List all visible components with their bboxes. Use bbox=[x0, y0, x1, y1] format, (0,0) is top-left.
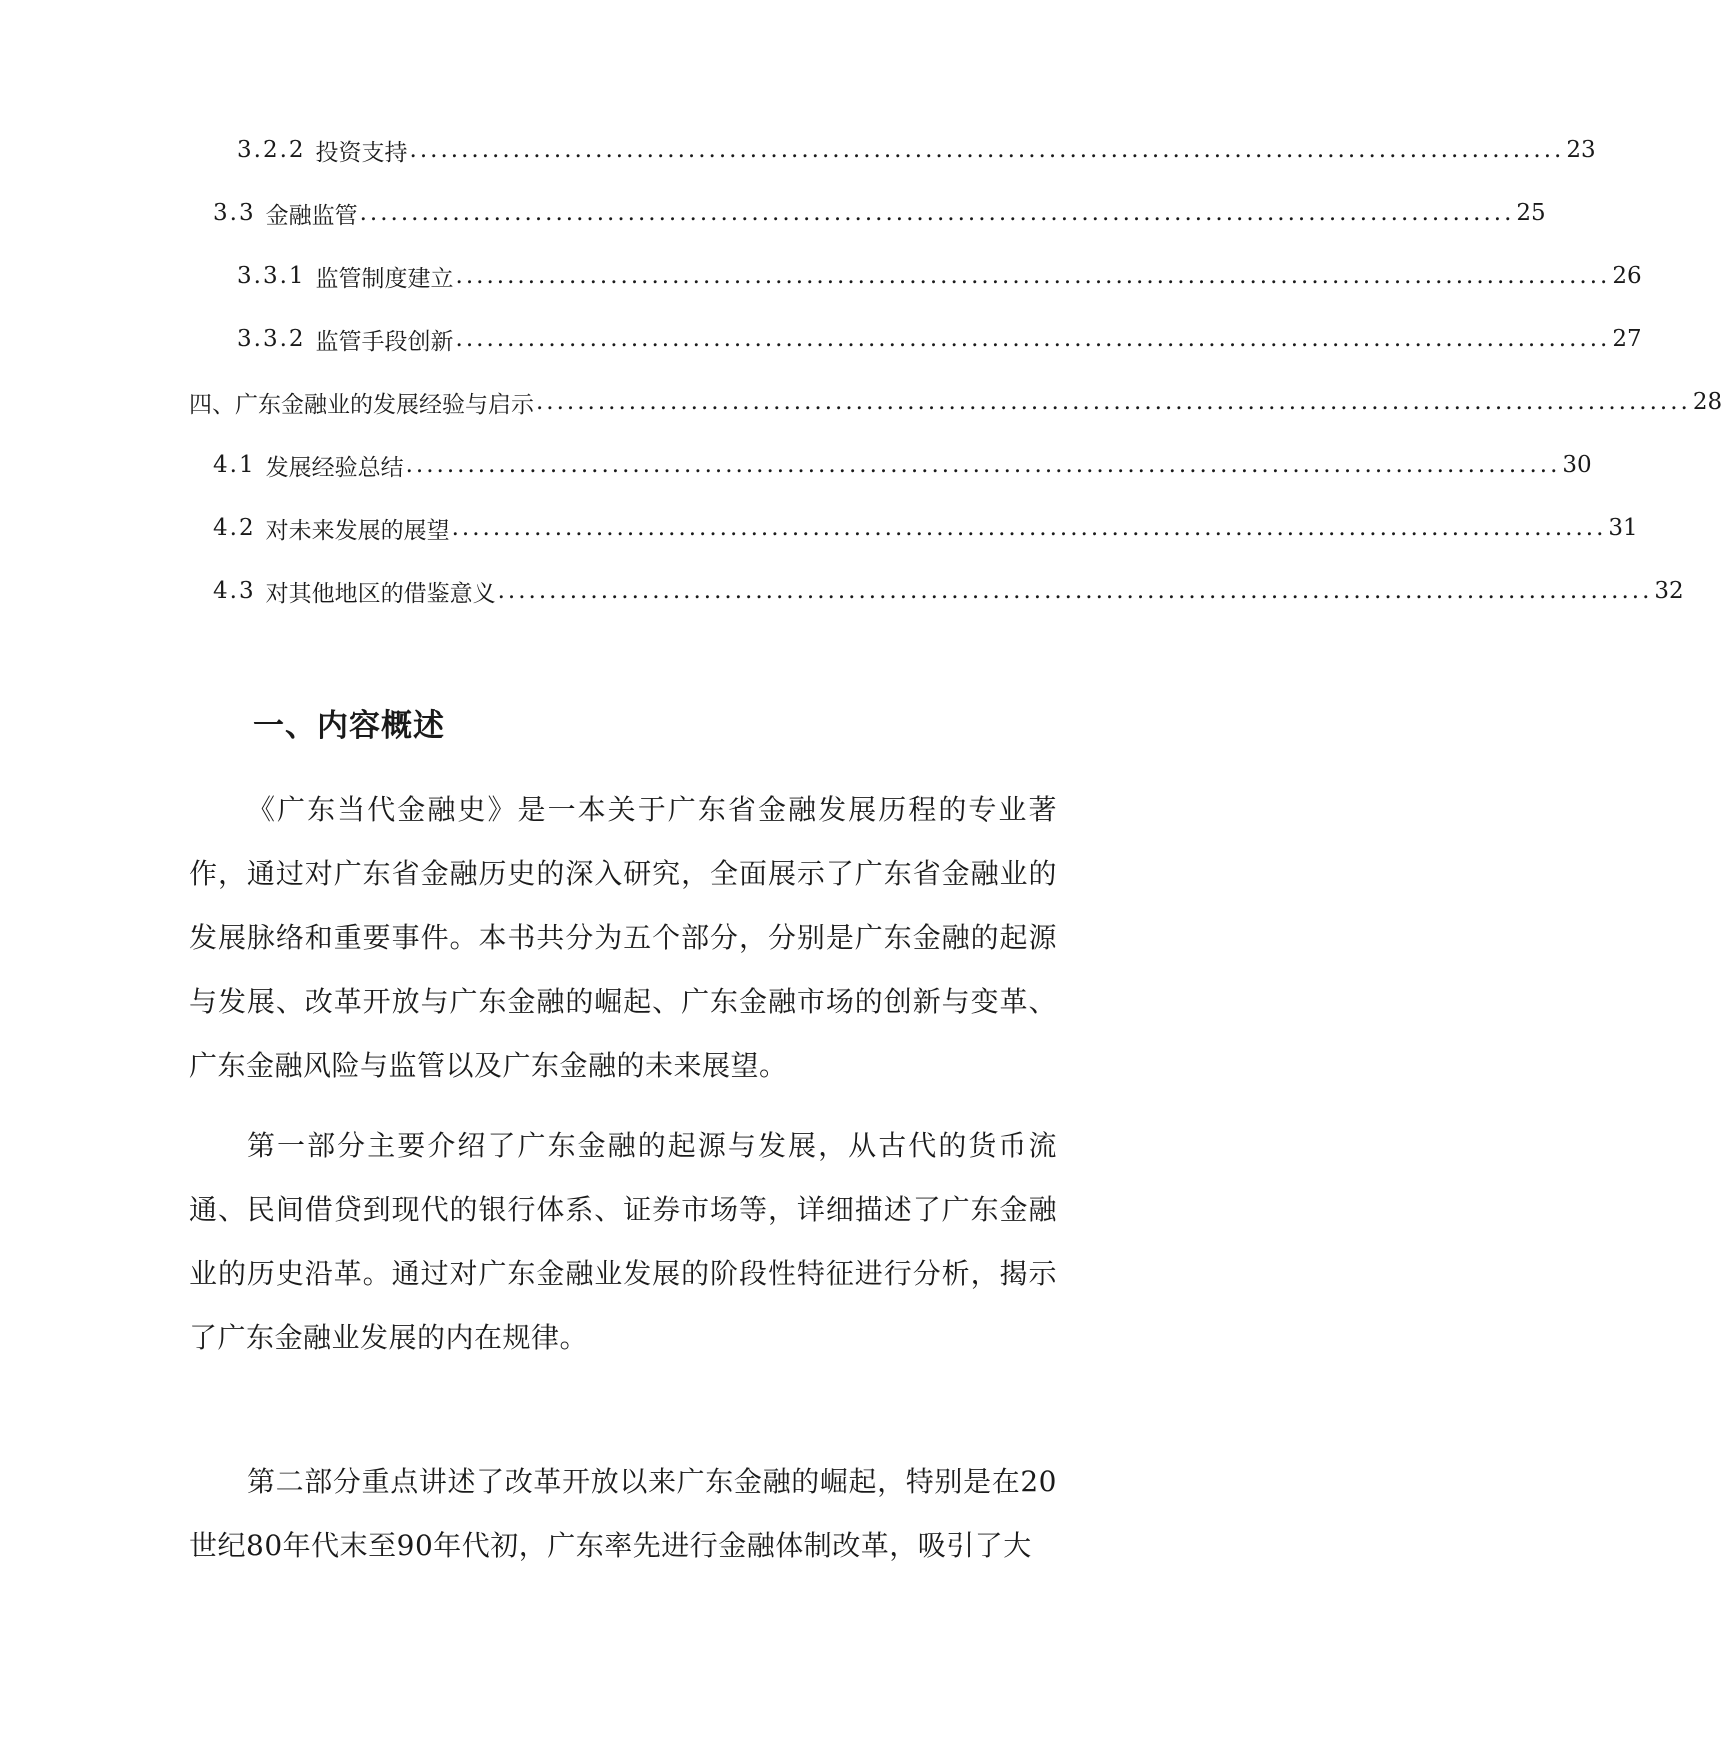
toc-entry-page: 23 bbox=[1566, 137, 1596, 163]
toc-entry[interactable] bbox=[237, 319, 1642, 359]
toc-entry-number: 3.3.1 bbox=[237, 263, 306, 289]
toc-entry-number: 3.3.2 bbox=[237, 326, 306, 352]
toc-entry-page: 32 bbox=[1654, 578, 1684, 604]
toc-leader-dots: ................................................................................................................ bbox=[536, 389, 1691, 415]
toc-entry-title: 四、广东金融业的发展经验与启示 bbox=[189, 391, 534, 418]
toc-entry-number: 3.3 bbox=[213, 200, 256, 226]
toc-entry-title: 监管制度建立 bbox=[315, 265, 454, 292]
toc-entry-title: 金融监管 bbox=[265, 202, 358, 229]
toc-entry-number: 4.1 bbox=[213, 452, 256, 478]
toc-leader-dots: ................................................................................................................ bbox=[455, 263, 1611, 289]
body-paragraph: 第二部分重点讲述了改革开放以来广东金融的崛起，特别是在20世纪80年代末至90年代初，广东率先进行金融体制改革，吸引了大 bbox=[189, 1465, 1057, 1562]
toc-entry[interactable] bbox=[213, 445, 1592, 485]
toc-entry-page: 30 bbox=[1562, 452, 1592, 478]
toc-entry-title: 发展经验总结 bbox=[265, 454, 404, 481]
toc-entry[interactable] bbox=[189, 382, 1722, 422]
toc-entry-page: 26 bbox=[1612, 263, 1642, 289]
body-paragraph: 《广东当代金融史》是一本关于广东省金融发展历程的专业著作，通过对广东省金融历史的深入研究，全面展示了广东省金融业的发展脉络和重要事件。本书共分为五个部分，分别是广东金融的起源与发展、改革开放与广东金融的崛起、广东金融市场的创新与变革、广东金融风险与监管以及广东金融的未来展望。 bbox=[189, 793, 1057, 1082]
toc-entry[interactable] bbox=[213, 193, 1546, 233]
toc-leader-dots: ................................................................................................................ bbox=[409, 137, 1565, 163]
toc-entry[interactable] bbox=[237, 256, 1642, 296]
toc-leader-dots: ................................................................................................................ bbox=[497, 578, 1653, 604]
toc-entry-number: 3.2.2 bbox=[237, 137, 306, 163]
toc-entry[interactable] bbox=[237, 130, 1596, 170]
toc-entry-title: 对未来发展的展望 bbox=[265, 517, 450, 544]
toc-entry-title: 投资支持 bbox=[315, 139, 408, 166]
toc-leader-dots: ................................................................................................................ bbox=[455, 326, 1611, 352]
toc-entry-page: 25 bbox=[1516, 200, 1546, 226]
toc-entry[interactable] bbox=[213, 571, 1684, 611]
body-paragraph: 第一部分主要介绍了广东金融的起源与发展，从古代的货币流通、民间借贷到现代的银行体系、证券市场等，详细描述了广东金融业的历史沿革。通过对广东金融业发展的阶段性特征进行分析，揭示了广东金融业发展的内在规律。 bbox=[189, 1129, 1057, 1354]
toc-entry[interactable] bbox=[213, 508, 1638, 548]
toc-entry-page: 27 bbox=[1612, 326, 1642, 352]
toc-leader-dots: ................................................................................................................ bbox=[405, 452, 1561, 478]
toc-entry-number: 4.2 bbox=[213, 515, 256, 541]
toc-entry-title: 监管手段创新 bbox=[315, 328, 454, 355]
toc-entry-page: 31 bbox=[1608, 515, 1638, 541]
toc-leader-dots: ................................................................................................................ bbox=[451, 515, 1607, 541]
toc-entry-number: 4.3 bbox=[213, 578, 256, 604]
toc-leader-dots: ................................................................................................................ bbox=[359, 200, 1515, 226]
toc-entry-title: 对其他地区的借鉴意义 bbox=[265, 580, 496, 607]
toc-entry-page: 28 bbox=[1692, 389, 1722, 415]
section-heading: 一、内容概述 bbox=[253, 708, 445, 744]
